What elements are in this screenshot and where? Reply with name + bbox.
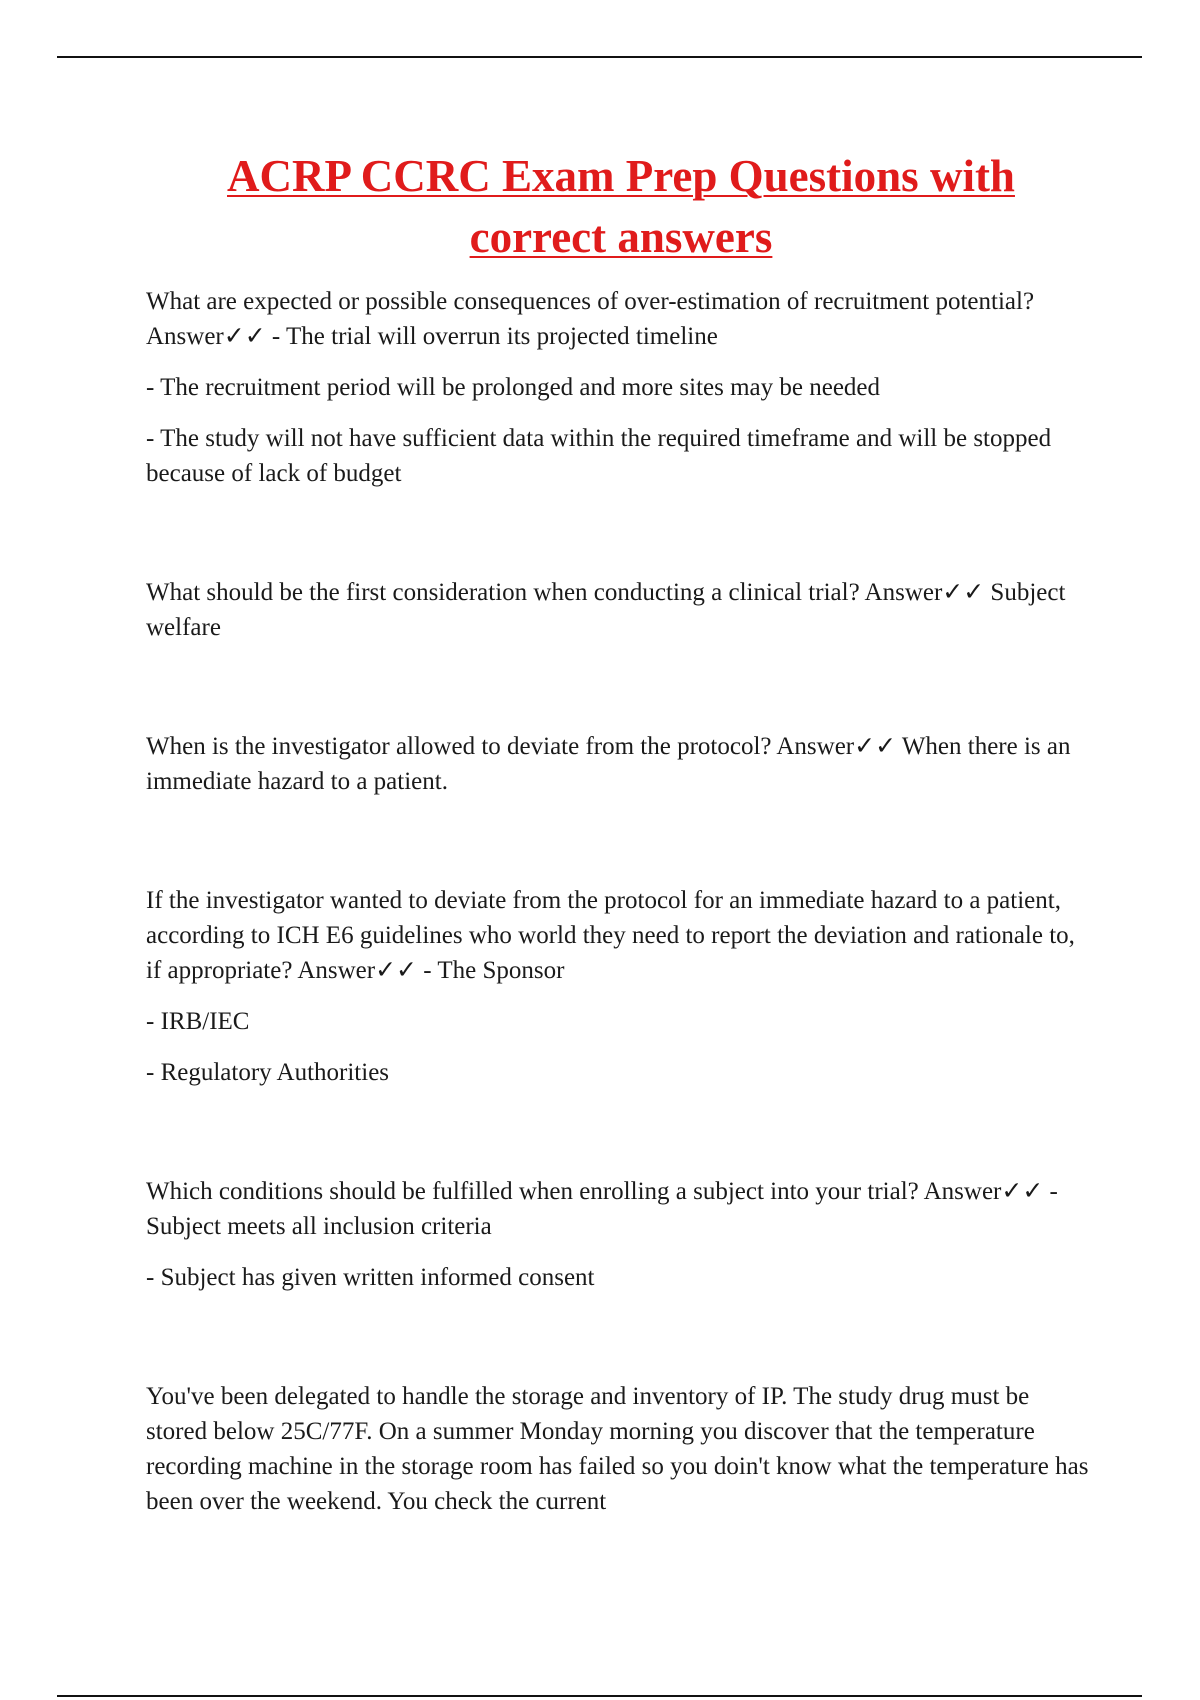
qa-4-answer-item: - IRB/IEC bbox=[146, 1008, 250, 1035]
qa-block-3 bbox=[146, 729, 1096, 799]
qa-block-5 bbox=[146, 1174, 1096, 1295]
qa-2-question: What should be the first consideration when conducting a clinical trial? Answer✓✓ Subject welfare bbox=[146, 579, 1066, 641]
qa-4-answer-item: - Regulatory Authorities bbox=[146, 1059, 390, 1086]
document-page bbox=[146, 146, 1096, 1535]
top-rule bbox=[57, 56, 1142, 58]
title-line-2: correct answers bbox=[469, 212, 773, 262]
qa-5-answer-item: - Subject has given written informed consent bbox=[146, 1264, 595, 1291]
qa-1-answer-item: - The recruitment period will be prolonged and more sites may be needed bbox=[146, 374, 881, 401]
qa-block-1 bbox=[146, 284, 1096, 491]
block-spacer bbox=[146, 1106, 1096, 1174]
block-spacer bbox=[146, 661, 1096, 729]
qa-3-question: When is the investigator allowed to deviate from the protocol? Answer✓✓ When there is an immediate hazard to a patient. bbox=[146, 733, 1071, 795]
qa-1-question: What are expected or possible consequences of over-estimation of recruitment potential? Answer✓✓ - The trial will overrun its projected timeline bbox=[146, 288, 1035, 350]
qa-1-answer-item: - The study will not have sufficient data within the required timeframe and will be stopped because of lack of budget bbox=[146, 425, 1052, 487]
block-spacer bbox=[146, 507, 1096, 575]
qa-block-6 bbox=[146, 1379, 1096, 1519]
qa-block-2 bbox=[146, 575, 1096, 645]
qa-4-question: If the investigator wanted to deviate from the protocol for an immediate hazard to a patient, according to ICH E6 guidelines who world they need to report the deviation and rationale to, if appropriate? Answer✓✓ - The Sponsor bbox=[146, 887, 1075, 984]
qa-5-question: Which conditions should be fulfilled when enrolling a subject into your trial? Answer✓✓ - Subject meets all inclusion criteria bbox=[146, 1178, 1058, 1240]
title-line-1: ACRP CCRC Exam Prep Questions with bbox=[227, 151, 1015, 201]
document-title bbox=[146, 146, 1096, 268]
qa-block-4 bbox=[146, 883, 1096, 1090]
bottom-rule bbox=[57, 1695, 1142, 1697]
block-spacer bbox=[146, 1311, 1096, 1379]
qa-content bbox=[146, 284, 1096, 1519]
qa-6-question: You've been delegated to handle the storage and inventory of IP. The study drug must be stored below 25C/77F. On a summer Monday morning you discover that the temperature recording machine in the storage room has failed so you doin't know what the temperature has been over the weekend. You check the current bbox=[146, 1383, 1089, 1515]
block-spacer bbox=[146, 815, 1096, 883]
